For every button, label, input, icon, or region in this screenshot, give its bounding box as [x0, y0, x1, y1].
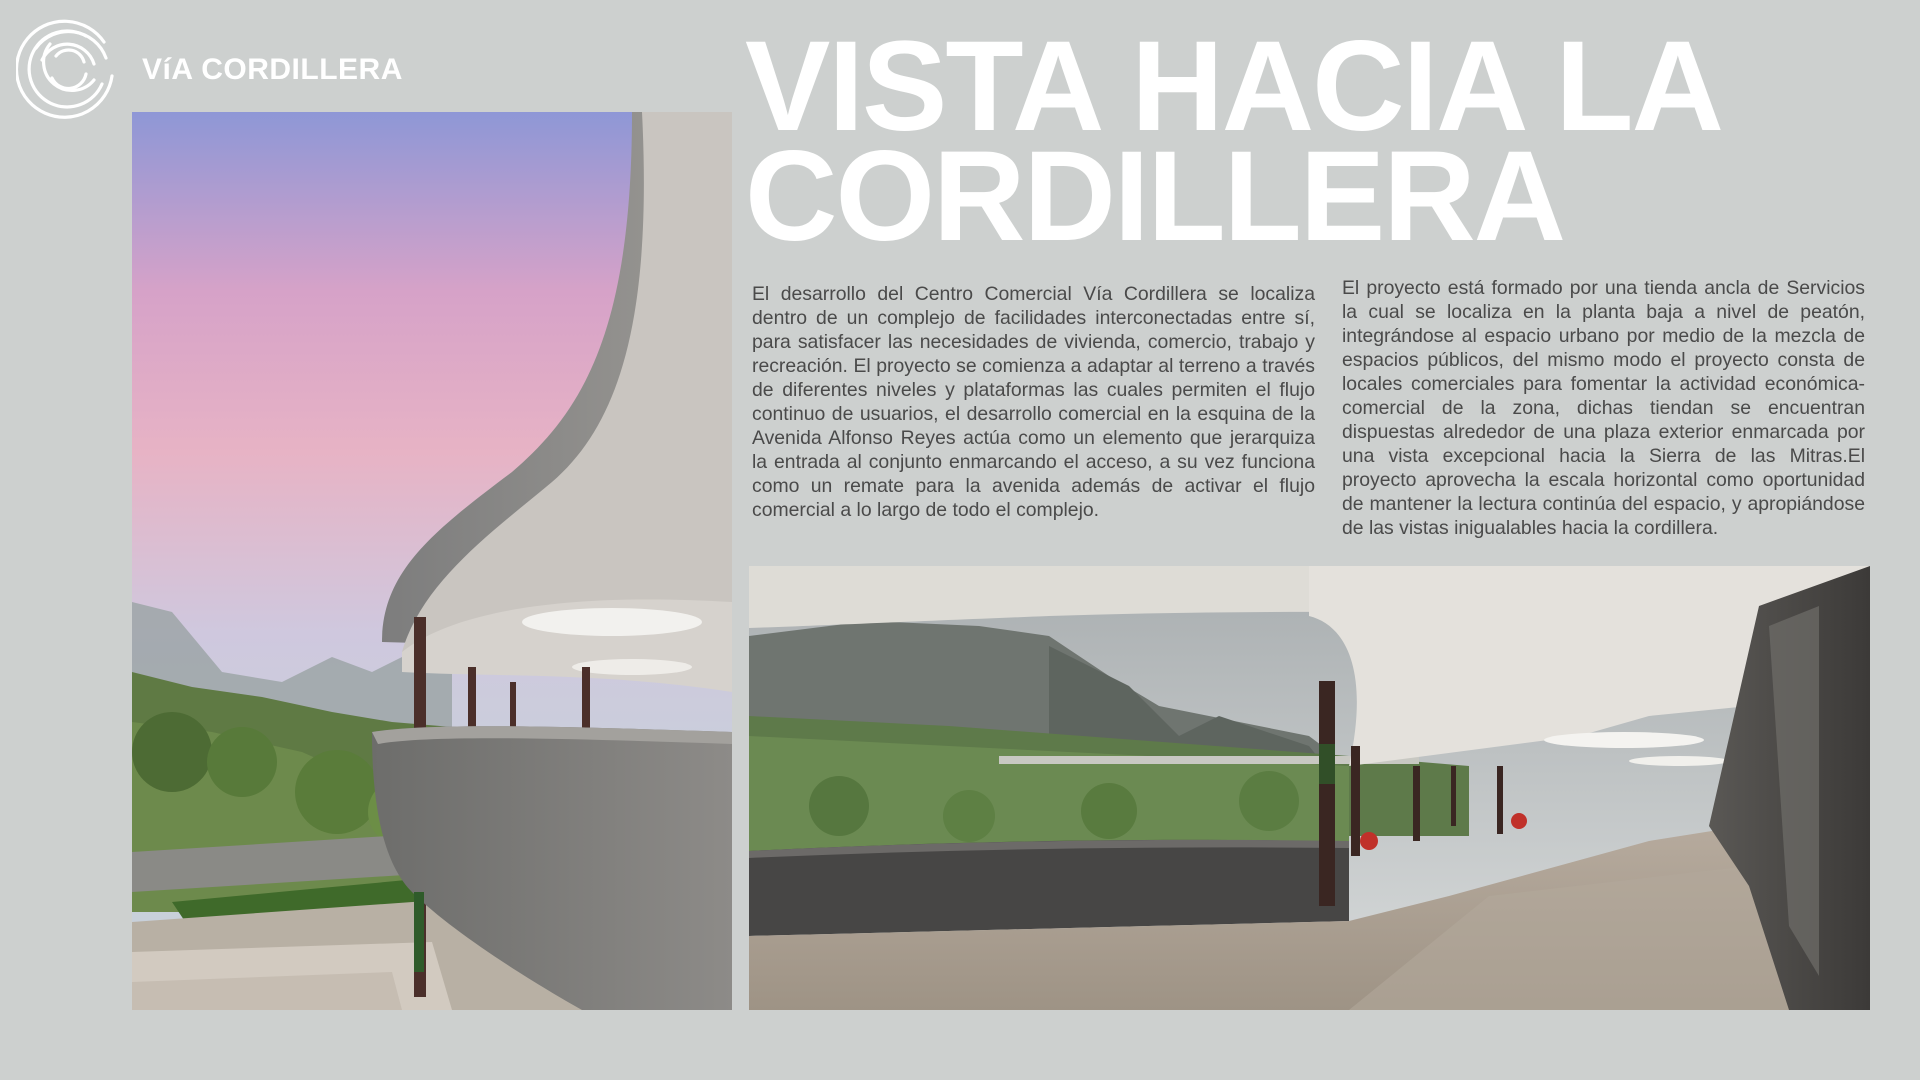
title-line-1: VISTA HACIA LA — [745, 15, 1722, 158]
description-paragraph-left: El desarrollo del Centro Comercial Vía Cordillera se localiza dentro de un complejo de facilidades interconectadas entre sí, para satisfacer las necesidades de vivienda, comercio, trabajo y recreación. El proyecto se comienza a adaptar al terreno a través de diferentes niveles y plataformas las cuales permiten el flujo continuo de usuarios, el desarrollo comercial en la esquina de la Avenida Alfonso Reyes actúa como un elemento que jerarquiza la entrada al conjunto enmarcando el acceso, a su vez funciona como un remate para la avenida además de activar el flujo comercial a lo largo de todo el complejo. — [752, 283, 1315, 521]
brand-name: VíA CORDILLERA — [142, 53, 403, 86]
brand-logo — [16, 18, 403, 122]
concentric-circles-logo-icon — [16, 18, 120, 122]
title-line-2: CORDILLERA — [745, 125, 1565, 268]
description-paragraph-right: El proyecto está formado por una tienda ancla de Servicios la cual se localiza en la planta baja a nivel de peatón, integrándose al espacio urbano por medio de la mezcla de espacios públicos, del mismo modo el proyecto consta de locales comerciales para fomentar la actividad económica-comercial de la zona, dichas tiendan se encuentran dispuestas alrededor de una plaza exterior enmarcada por una vista excepcional hacia la Sierra de las Mitras.El proyecto aprovecha la escala horizontal como oportunidad de mantener la lectura continúa del espacio, y apropiándose de las vistas inigualables hacia la cordillera. — [1342, 277, 1865, 539]
covered-corridor-photo — [749, 566, 1870, 1010]
page-title — [745, 15, 1895, 268]
curved-terrace-photo — [132, 112, 732, 1010]
